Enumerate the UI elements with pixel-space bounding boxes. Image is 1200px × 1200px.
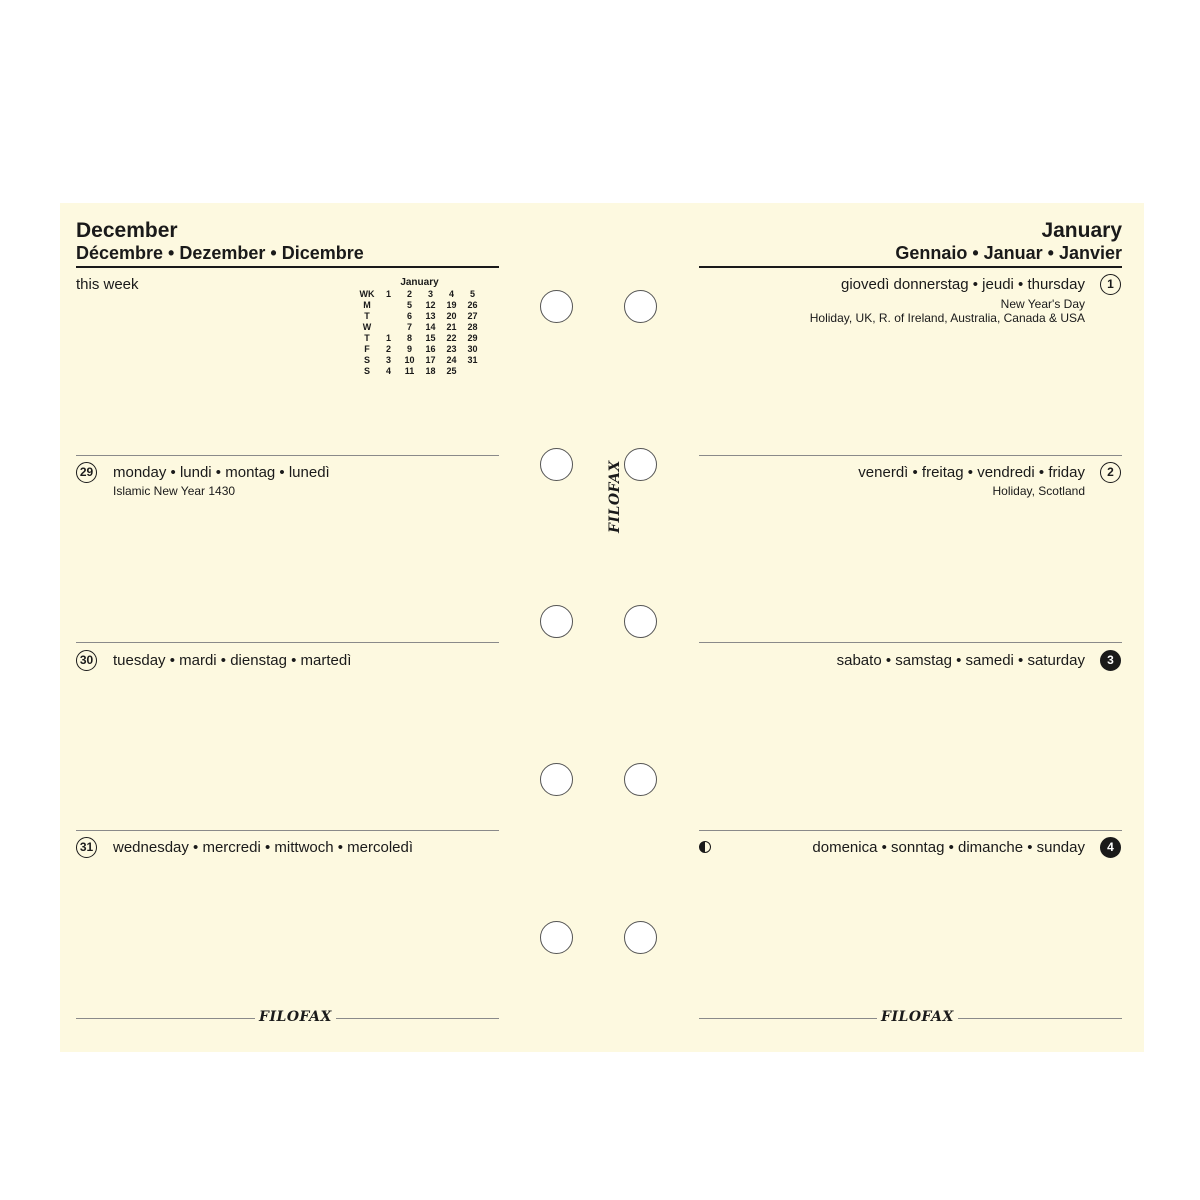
mini-calendar-cell: 1: [385, 333, 391, 343]
right-rule-3: [699, 830, 1122, 831]
mini-calendar-cell: 30: [467, 344, 478, 354]
mini-calendar-row: [356, 366, 483, 377]
day-number-31: 31: [76, 837, 97, 858]
mini-calendar-cell: 12: [425, 300, 436, 310]
punch-hole: [540, 290, 573, 323]
mini-calendar-cell: 22: [446, 333, 457, 343]
mini-calendar-row: [356, 344, 483, 355]
mini-calendar-cell: 2: [385, 344, 391, 354]
spine-filofax-logo: FILOFAX: [607, 460, 623, 533]
mini-calendar-cell: 26: [467, 300, 478, 310]
left-month-subtitle: Décembre • Dezember • Dicembre: [76, 243, 364, 263]
punch-hole: [540, 448, 573, 481]
left-rule-1: [76, 455, 499, 456]
mini-calendar-cell: 20: [446, 311, 457, 321]
mini-calendar-cell: 13: [425, 311, 436, 321]
right-rule-2: [699, 642, 1122, 643]
day-note-29: Islamic New Year 1430: [113, 484, 236, 498]
mini-calendar-cell: 19: [446, 300, 457, 310]
left-header-rule: [76, 266, 499, 268]
day-label-sunday: domenica • sonntag • dimanche • sunday: [812, 839, 1085, 856]
left-month-title: December: [76, 219, 178, 242]
punch-hole: [540, 763, 573, 796]
mini-calendar-cell: 18: [425, 366, 436, 376]
day-number-30: 30: [76, 650, 97, 671]
mini-calendar-cell: 14: [425, 322, 436, 332]
mini-calendar-cell: 10: [404, 355, 415, 365]
day-label-thursday: giovedì donnerstag • jeudi • thursday: [841, 276, 1085, 293]
mini-calendar-cell: 28: [467, 322, 478, 332]
mini-calendar-row: [356, 300, 483, 311]
day-note-1b: Holiday, UK, R. of Ireland, Australia, Canada & USA: [809, 311, 1085, 325]
mini-calendar-cell: 21: [446, 322, 457, 332]
diary-page: [60, 203, 1144, 1052]
day-label-friday: venerdì • freitag • vendredi • friday: [858, 464, 1085, 481]
mini-calendar-cell: 15: [425, 333, 436, 343]
left-filofax-logo: FILOFAX: [255, 1009, 336, 1025]
mini-calendar-cell: 24: [446, 355, 457, 365]
left-rule-2: [76, 642, 499, 643]
day-number-1: 1: [1100, 274, 1121, 295]
mini-calendar-cell: 9: [406, 344, 412, 354]
this-week-label: this week: [76, 276, 139, 293]
right-filofax-logo: FILOFAX: [877, 1009, 958, 1025]
mini-calendar-cell: 29: [467, 333, 478, 343]
mini-calendar-cell: 5: [406, 300, 412, 310]
punch-hole: [624, 763, 657, 796]
punch-hole: [540, 921, 573, 954]
day-number-3: 3: [1100, 650, 1121, 671]
mini-calendar-title: January: [400, 277, 439, 288]
right-rule-1: [699, 455, 1122, 456]
mini-calendar-cell: 6: [406, 311, 412, 321]
mini-calendar-cell: [378, 322, 399, 333]
day-number-29: 29: [76, 462, 97, 483]
mini-calendar-cell: S: [363, 355, 370, 365]
mini-calendar-cell: 11: [404, 366, 415, 376]
day-label-wednesday: wednesday • mercredi • mittwoch • mercoledì: [113, 839, 414, 856]
punch-hole: [624, 448, 657, 481]
mini-calendar-cell: 23: [446, 344, 457, 354]
punch-hole: [624, 921, 657, 954]
day-label-tuesday: tuesday • mardi • dienstag • martedì: [113, 652, 352, 669]
mini-calendar-cell: 8: [406, 333, 412, 343]
mini-calendar-header: WK 1 2 3 4 5: [359, 289, 475, 299]
mini-calendar-cell: 16: [425, 344, 436, 354]
mini-calendar: [356, 277, 483, 377]
mini-calendar-table: [356, 289, 483, 377]
punch-hole: [624, 605, 657, 638]
mini-calendar-cell: 27: [467, 311, 478, 321]
mini-calendar-cell: [378, 300, 399, 311]
punch-hole: [540, 605, 573, 638]
mini-calendar-cell: F: [364, 344, 370, 354]
moon-phase-icon: [699, 841, 711, 853]
day-note-1a: New Year's Day: [1000, 297, 1085, 311]
mini-calendar-cell: 25: [446, 366, 457, 376]
mini-calendar-cell: 4: [385, 366, 391, 376]
mini-calendar-row: [356, 311, 483, 322]
mini-calendar-row: [356, 355, 483, 366]
mini-calendar-cell: 17: [425, 355, 436, 365]
right-header-rule: [699, 266, 1122, 268]
day-label-monday: monday • lundi • montag • lunedì: [113, 464, 330, 481]
right-month-title: January: [1041, 219, 1122, 242]
mini-calendar-row: [356, 322, 483, 333]
day-number-4: 4: [1100, 837, 1121, 858]
mini-calendar-cell: 31: [467, 355, 478, 365]
day-label-saturday: sabato • samstag • samedi • saturday: [836, 652, 1085, 669]
right-month-subtitle: Gennaio • Januar • Janvier: [895, 243, 1122, 263]
day-number-2: 2: [1100, 462, 1121, 483]
mini-calendar-cell: T: [364, 333, 370, 343]
mini-calendar-cell: [378, 311, 399, 322]
mini-calendar-rows: [356, 300, 483, 377]
punch-hole: [624, 290, 657, 323]
mini-calendar-cell: [462, 366, 483, 377]
mini-calendar-cell: 3: [385, 355, 391, 365]
mini-calendar-cell: W: [362, 322, 372, 332]
mini-calendar-cell: S: [363, 366, 370, 376]
mini-calendar-row: [356, 333, 483, 344]
mini-calendar-cell: M: [363, 300, 371, 310]
mini-calendar-cell: 7: [406, 322, 412, 332]
left-rule-3: [76, 830, 499, 831]
day-note-2: Holiday, Scotland: [992, 484, 1085, 498]
mini-calendar-cell: T: [364, 311, 370, 321]
